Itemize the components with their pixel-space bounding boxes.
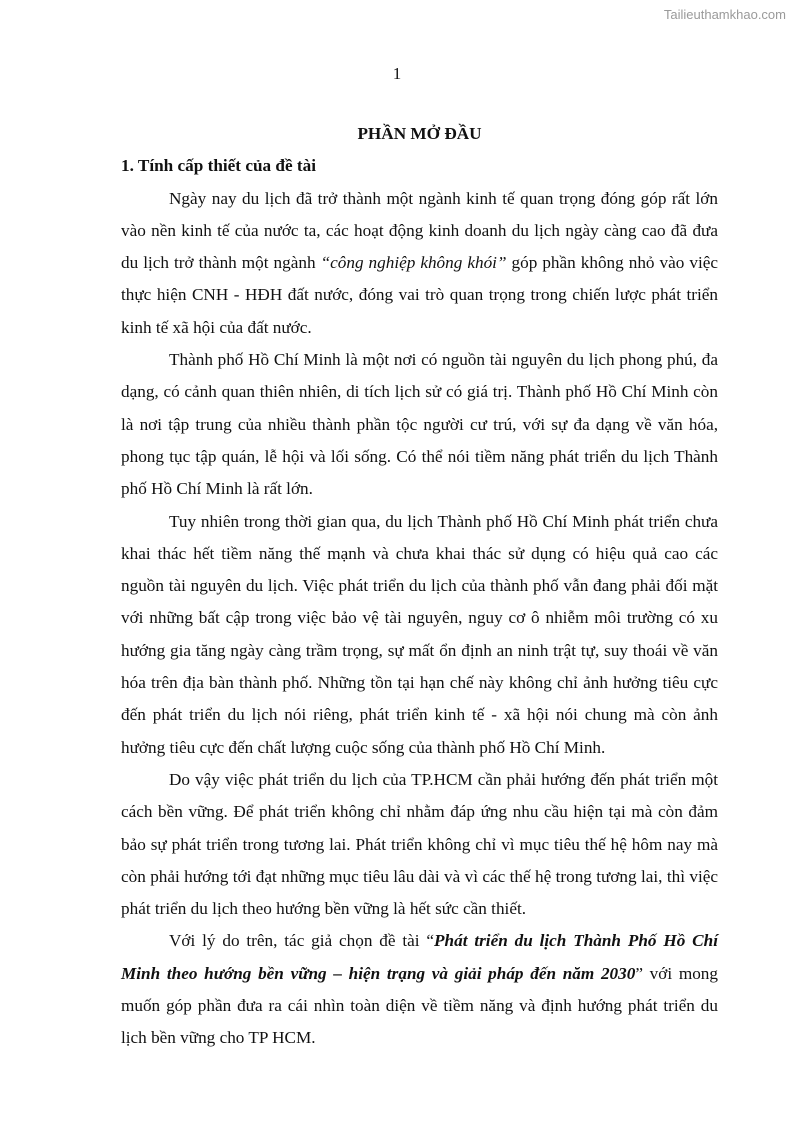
paragraph-4: Do vậy việc phát triển du lịch của TP.HCM cần phải hướng đến phát triển một cách bền vững. Để phát triển không chỉ nhằm đáp ứng nhu cầu hiện tại mà còn đảm bảo sự phát triển trong tương lai. Phát triển không chỉ vì mục tiêu thế hệ hôm nay mà còn phải hướng tới đạt những mục tiêu lâu dài và vì các thế hệ trong tương lai, thì việc phát triển du lịch theo hướng bền vững là hết sức cần thiết. — [121, 769, 718, 919]
paragraph-1 — [121, 183, 718, 344]
paragraph-2: Thành phố Hồ Chí Minh là một nơi có nguồn tài nguyên du lịch phong phú, đa dạng, có cảnh quan thiên nhiên, di tích lịch sử có giá trị. Thành phố Hồ Chí Minh còn là nơi tập trung của nhiều thành phần tộc người cư trú, với sự đa dạng về văn hóa, phong tục tập quán, lễ hội và lối sống. Có thể nói tiềm năng phát triển du lịch Thành phố Hồ Chí Minh là rất lớn. — [121, 350, 718, 499]
document-body — [121, 118, 718, 1055]
paragraph-5-text-after: ” với mong muốn góp phần đưa ra cái nhìn toàn diện về tiềm năng và định hướng phát triển du lịch bền vững cho TP HCM. — [121, 963, 718, 1048]
watermark: Tailieuthamkhao.com — [663, 7, 786, 22]
document-title: PHẦN MỞ ĐẦU — [357, 124, 482, 143]
section-heading: 1. Tính cấp thiết của đề tài — [121, 156, 316, 176]
page-number: 1 — [392, 64, 402, 83]
paragraph-5-text-before: Với lý do trên, tác giả chọn đề tài “ — [169, 931, 435, 951]
paragraph-5 — [121, 925, 718, 1054]
paragraph-3: Tuy nhiên trong thời gian qua, du lịch Thành phố Hồ Chí Minh phát triển chưa khai thác hết tiềm năng thế mạnh và chưa khai thác sử dụng có hiệu quả cao các nguồn tài nguyên du lịch. Việc phát triển du lịch của thành phố vẫn đang phải đối mặt với những bất cập trong việc bảo vệ tài nguyên, nguy cơ ô nhiễm môi trường có xu hướng gia tăng ngày càng trầm trọng, sự mất ổn định an ninh trật tự, suy thoái về văn hóa trên địa bàn thành phố. Những tồn tại hạn chế này không chỉ ảnh hưởng tiêu cực đến phát triển du lịch nói riêng, phát triển kinh tế - xã hội nói chung mà còn ảnh hưởng tiêu cực đến chất lượng cuộc sống của thành phố Hồ Chí Minh. — [121, 511, 718, 757]
paragraph-1-text-after: góp phần không nhỏ vào việc thực hiện CNH - HĐH đất nước, đóng vai trò quan trọng trong chiến lược phát triển kinh tế xã hội của đất nước. — [121, 253, 718, 337]
paragraph-1-text-before: Ngày nay du lịch đã trở thành một ngành kinh tế quan trọng đóng góp rất lớn vào nền kinh tế của nước ta, các hoạt động kinh doanh du lịch ngày càng cao đã đưa du lịch trở thành một ngành — [121, 188, 718, 273]
paragraph-1-emphasis: “công nghiệp không khói” — [320, 253, 507, 273]
paragraph-5-topic: Phát triển du lịch Thành Phố Hồ Chí Minh theo hướng bền vững – hiện trạng và giải pháp đến năm 2030 — [121, 931, 718, 983]
